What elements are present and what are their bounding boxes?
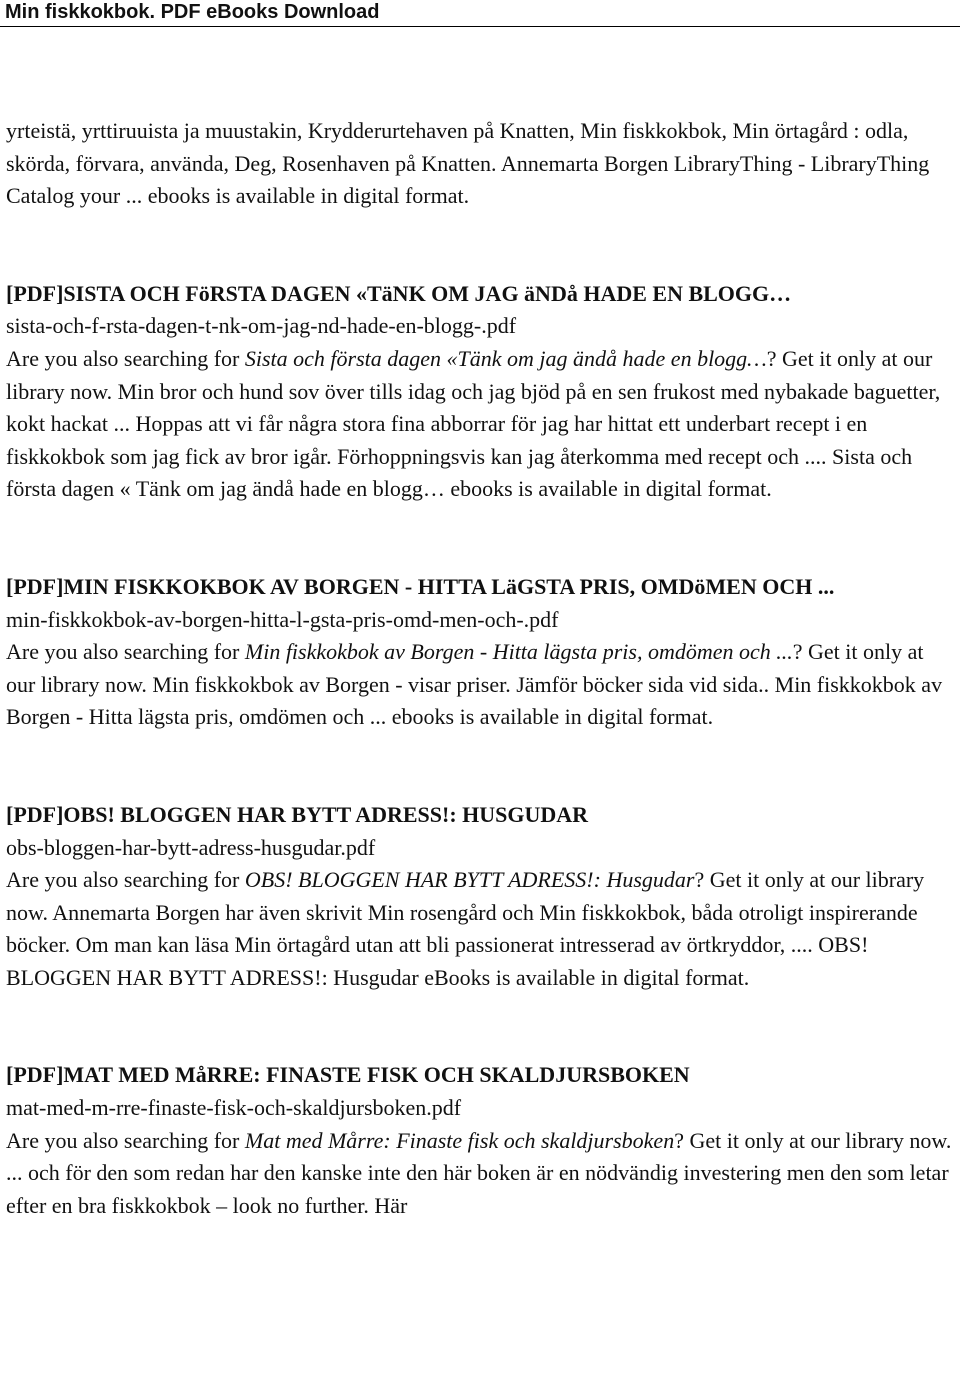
result-section-4 <box>6 1059 954 1222</box>
result-section-1 <box>6 278 954 506</box>
result-title[interactable]: [PDF]SISTA OCH FöRSTA DAGEN «TäNK OM JAG äNDå HADE EN BLOGG… <box>6 280 792 306</box>
result-description <box>6 343 954 506</box>
description-text: ? Get it only at our library now. Min fiskkokbok av Borgen - visar priser. Jämför böcker sida vid sida.. Min fiskkokbok av Borgen - Hitta lägsta pris, omdömen och ... ebooks is available in digital format. <box>6 639 943 730</box>
document-body <box>6 115 954 1222</box>
result-filename: obs-bloggen-har-bytt-adress-husgudar.pdf <box>6 834 376 860</box>
intro-text: yrteistä, yrttiruuista ja muustakin, Krydderurtehaven på Knatten, Min fiskkokbok, Min örtagård : odla, skörda, förvara, använda, Deg, Rosenhaven på Knatten. Annemarta Borgen LibraryThing - LibraryThing Catalog your ... ebooks is available in digital format. <box>6 118 930 209</box>
description-lead: Are you also searching for <box>6 639 245 665</box>
result-title[interactable]: [PDF]MIN FISKKOKBOK AV BORGEN - HITTA LäGSTA PRIS, OMDöMEN OCH ... <box>6 573 835 599</box>
result-filename: sista-och-f-rsta-dagen-t-nk-om-jag-nd-hade-en-blogg-.pdf <box>6 313 517 339</box>
description-lead: Are you also searching for <box>6 867 245 893</box>
result-title[interactable]: [PDF]OBS! BLOGGEN HAR BYTT ADRESS!: HUSGUDAR <box>6 801 589 827</box>
result-filename: min-fiskkokbok-av-borgen-hitta-l-gsta-pris-omd-men-och-.pdf <box>6 606 559 632</box>
result-section-2 <box>6 571 954 734</box>
description-title: Sista och första dagen «Tänk om jag ändå hade en blogg… <box>244 345 767 371</box>
result-filename: mat-med-m-rre-finaste-fisk-och-skaldjursboken.pdf <box>6 1095 462 1121</box>
description-text: ? Get it only at our library now. Min bror och hund sov över tills idag och jag bjöd på en sen frukost med nybakade baguetter, kokt hackat ... Hoppas att vi får några stora fina abborrar för jag har hittat ett underbart recept i en fiskkokbok som jag fick av bror igår. Förhoppningsvis kan jag återkomma med recept och .... Sista och första dagen « Tänk om jag ändå hade en blogg… ebooks is available in digital format. <box>6 345 941 502</box>
description-title: Mat med Mårre: Finaste fisk och skaldjursboken <box>244 1127 675 1153</box>
description-text: ? Get it only at our library now. Annemarta Borgen har även skrivit Min rosengård och Min fiskkokbok, båda otroligt inspirerande böcker. Om man kan läsa Min örtagård utan att bli passionerat intresserad av örtkryddor, .... OBS! BLOGGEN HAR BYTT ADRESS!: Husgudar eBooks is available in digital format. <box>6 867 925 990</box>
result-description <box>6 1125 954 1223</box>
result-description <box>6 864 954 994</box>
intro-paragraph <box>6 115 954 213</box>
description-title: Min fiskkokbok av Borgen - Hitta lägsta pris, omdömen och ... <box>244 639 793 665</box>
result-title[interactable]: [PDF]MAT MED MåRRE: FINASTE FISK OCH SKALDJURSBOKEN <box>6 1062 690 1088</box>
description-lead: Are you also searching for <box>6 1127 245 1153</box>
result-description <box>6 636 954 734</box>
page-header <box>0 0 960 24</box>
result-section-3 <box>6 799 954 995</box>
description-lead: Are you also searching for <box>6 345 245 371</box>
description-title: OBS! BLOGGEN HAR BYTT ADRESS!: Husgudar <box>244 867 695 893</box>
description-text: ? Get it only at our library now. ... och för den som redan har den kanske inte den här boken är en nödvändig investering men den som letar efter en bra fiskkokbok – look no further. Här <box>6 1127 952 1218</box>
page-title: Min fiskkokbok. PDF eBooks Download <box>5 1 380 23</box>
header-divider <box>0 26 960 27</box>
